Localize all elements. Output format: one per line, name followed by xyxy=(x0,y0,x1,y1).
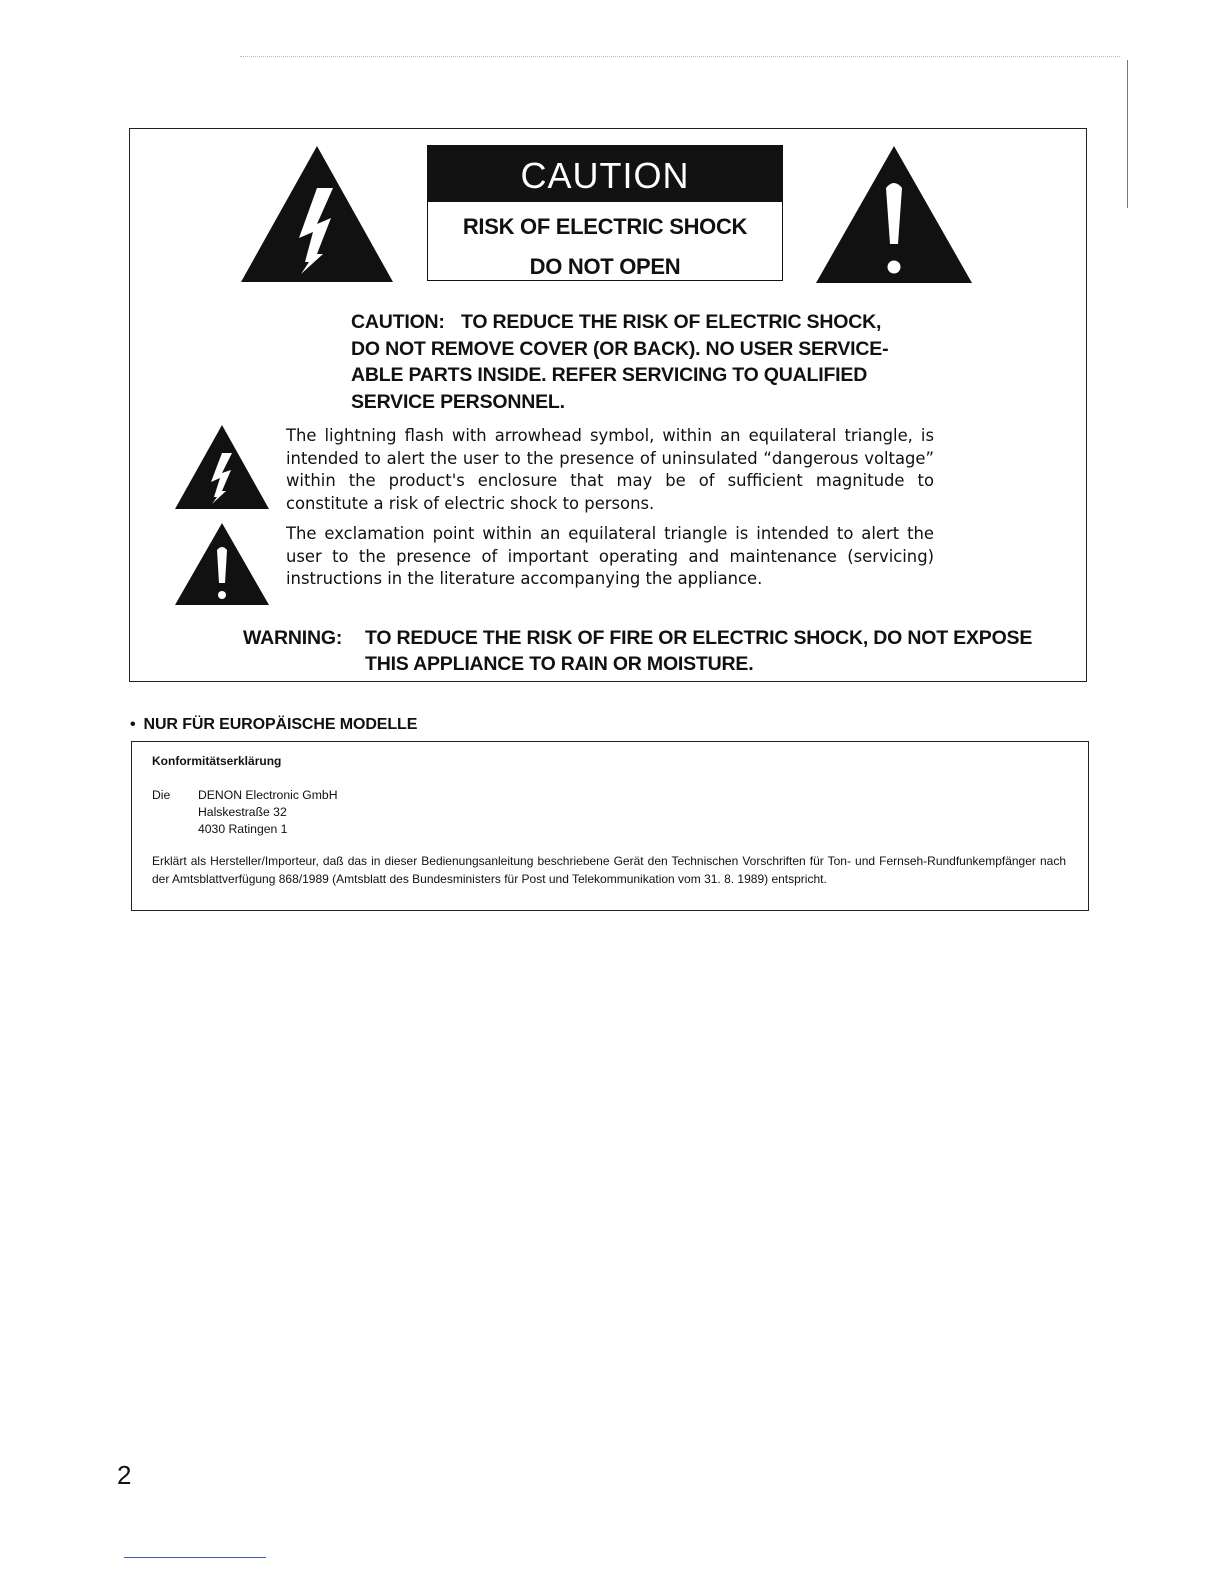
caution-statement xyxy=(351,309,891,415)
caution-statement-line-1: CAUTION: TO REDUCE THE RISK OF ELECTRIC SHOCK, xyxy=(351,309,891,336)
lightning-symbol-text: The lightning flash with arrowhead symbol, within an equilateral triangle, is intended to alert the user to the presence of uninsulated “dangerous voltage” within the product's enclosure that may be of sufficient magnitude to constitute a risk of electric shock to persons. xyxy=(286,426,934,513)
address-line-2: Halskestraße 32 xyxy=(198,805,287,819)
warning-label: WARNING: xyxy=(243,627,343,649)
address-line-1: DENON Electronic GmbH xyxy=(198,788,338,802)
company-address xyxy=(152,787,338,838)
caution-panel xyxy=(129,128,1087,682)
conformity-title: Konformitätserklärung xyxy=(152,754,282,768)
scan-edge-line xyxy=(1127,60,1128,208)
conformity-declaration-text: Erklärt als Hersteller/Importeur, daß das in dieser Bedienungsanleitung beschriebene Gerät den Technischen Vorschriften für Ton- und Fernseh-Rundfunkempfänger nach der Amtsblattverfügung 868/1989 (Amtsblatt des Bundesministers für Post und Telekommunikation vom 31. 8. 1989) entspricht. xyxy=(152,854,1066,886)
lightning-warning-icon xyxy=(241,146,393,282)
caution-statement-label: CAUTION: xyxy=(351,311,445,333)
warning-statement xyxy=(243,625,1073,677)
small-exclamation-icon xyxy=(175,523,269,605)
exclamation-warning-icon xyxy=(816,146,972,283)
caution-label xyxy=(427,145,783,281)
warning-text: TO REDUCE THE RISK OF FIRE OR ELECTRIC SHOCK, DO NOT EXPOSE THIS APPLIANCE TO RAIN OR MOISTURE. xyxy=(365,627,1033,675)
conformity-declaration-box xyxy=(131,741,1089,911)
caution-statement-line-2: DO NOT REMOVE COVER (OR BACK). NO USER SERVICE- xyxy=(351,337,889,360)
page-number: 2 xyxy=(117,1460,132,1490)
footer-rule xyxy=(124,1557,266,1558)
die-label: Die xyxy=(152,788,171,802)
caution-label-heading: CAUTION xyxy=(428,146,782,202)
caution-statement-line-4: SERVICE PERSONNEL. xyxy=(351,390,565,413)
address-line-3: 4030 Ratingen 1 xyxy=(198,822,288,836)
caution-statement-line-3: ABLE PARTS INSIDE. REFER SERVICING TO QUALIFIED xyxy=(351,364,868,386)
caution-label-line-1: RISK OF ELECTRIC SHOCK xyxy=(462,214,748,239)
caution-label-line-2: DO NOT OPEN xyxy=(529,254,681,279)
scan-artifact-top xyxy=(240,56,1120,57)
eu-models-heading-text: NUR FÜR EUROPÄISCHE MODELLE xyxy=(143,716,418,733)
small-lightning-icon xyxy=(175,425,269,509)
eu-models-heading xyxy=(130,716,417,734)
exclamation-symbol-text: The exclamation point within an equilateral triangle is intended to alert the user to the presence of important operating and maintenance (servicing) instructions in the literature accompanying the appliance. xyxy=(286,524,934,588)
bullet: • xyxy=(130,716,136,733)
